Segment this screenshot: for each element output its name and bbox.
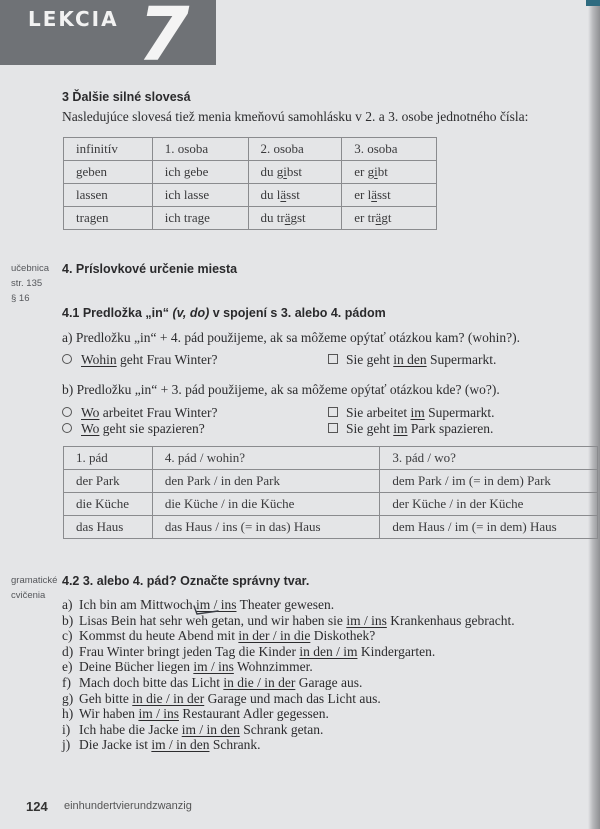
choice-option[interactable]: im / ins — [346, 612, 387, 628]
choice-option[interactable]: in der / in die — [238, 628, 311, 644]
table-header-row — [64, 138, 437, 161]
choice-option[interactable]: in die / in der — [132, 690, 205, 706]
page-edge-shadow — [588, 0, 600, 829]
table-header-row — [64, 447, 598, 470]
exercise-item: i) Ich habe die Jacke im / in den Schrank getan. — [62, 721, 324, 737]
table-header-cell: 3. pád / wo? — [380, 447, 598, 470]
margin-note-exercises: gramatické cvičenia — [11, 575, 58, 601]
strong-verbs-table — [63, 137, 437, 230]
table-header-cell: 3. osoba — [342, 138, 437, 161]
circle-icon — [62, 423, 72, 433]
page-edge-tab — [586, 0, 600, 6]
exercise-item: d) Frau Winter bringt jeden Tag die Kinder in den / im Kindergarten. — [62, 643, 436, 659]
section-3-intro: Nasledujúce slovesá tiež menia kmeňovú samohlásku v 2. a 3. osobe jednotného čísla: — [62, 109, 529, 124]
table-cell: die Küche / in die Küche — [152, 493, 380, 516]
circle-icon — [62, 407, 72, 417]
table-cell: lassen — [64, 184, 153, 207]
rule-a: a) Predložku „in“ + 4. pád použijeme, ak sa môžeme opýtať otázkou kam? (wohin?). — [62, 330, 520, 345]
choice-option[interactable]: in den / im — [299, 643, 358, 659]
table-row — [64, 516, 598, 539]
choice-option[interactable]: im / ins — [193, 659, 234, 675]
example-answer: Sie arbeitet im Supermarkt. — [328, 405, 495, 421]
vowel-change: ä — [375, 210, 382, 225]
table-cell: dem Haus / im (= in dem) Haus — [380, 516, 598, 539]
choice-option[interactable]: im / in den — [151, 737, 210, 753]
exercise-item: j) Die Jacke ist im / in den Schrank. — [62, 737, 261, 753]
table-cell: du lässt — [248, 184, 342, 207]
table-header-cell: 1. pád — [64, 447, 153, 470]
table-cell: er trägt — [342, 207, 437, 230]
exercise-item: h) Wir haben im / ins Restaurant Adler gegessen. — [62, 706, 329, 722]
table-cell: der Küche / in der Küche — [380, 493, 598, 516]
cases-table — [63, 446, 598, 539]
lesson-header — [0, 0, 216, 78]
table-header-cell: 1. osoba — [152, 138, 248, 161]
vowel-change: ä — [284, 210, 291, 225]
table-cell: du trägst — [248, 207, 342, 230]
page-number-word: einhundertvierundzwanzig — [64, 800, 192, 812]
exercise-item: b) Lisas Bein hat sehr weh getan, und wir haben sie im / ins Krankenhaus gebracht. — [62, 612, 515, 628]
choice-option[interactable]: im / ins — [195, 597, 237, 612]
square-icon — [328, 407, 338, 417]
table-cell: die Küche — [64, 493, 153, 516]
table-cell: du gibst — [248, 161, 342, 184]
vowel-change: i — [283, 164, 287, 179]
lesson-label: LEKCIA — [28, 7, 119, 31]
handwritten-mark — [192, 604, 222, 618]
table-row — [64, 161, 437, 184]
example-question: Wohin geht Frau Winter? — [62, 352, 217, 368]
vowel-change: ä — [371, 187, 377, 202]
exercise-item: f) Mach doch bitte das Licht in die / in der Garage aus. — [62, 674, 363, 690]
table-cell: er lässt — [342, 184, 437, 207]
table-cell: ich trage — [152, 207, 248, 230]
section-4-1-heading: 4.1 Predložka „in“ (v, do) v spojení s 3. alebo 4. pádom — [62, 306, 386, 320]
choice-option[interactable]: im / ins — [138, 706, 179, 722]
table-cell: der Park — [64, 470, 153, 493]
exercise-item: c) Kommst du heute Abend mit in der / in die Diskothek? — [62, 628, 376, 644]
table-cell: geben — [64, 161, 153, 184]
lesson-number: 7 — [138, 0, 190, 78]
section-3-heading: 3 Ďalšie silné slovesá — [62, 90, 191, 104]
section-4-heading: 4. Príslovkové určenie miesta — [62, 262, 238, 276]
table-cell: das Haus / ins (= in das) Haus — [152, 516, 380, 539]
exercise-item: e) Deine Bücher liegen im / ins Wohnzimmer. — [62, 659, 313, 675]
table-row — [64, 207, 437, 230]
square-icon — [328, 423, 338, 433]
table-row — [64, 470, 598, 493]
square-icon — [328, 354, 338, 364]
table-cell: den Park / in den Park — [152, 470, 380, 493]
table-cell: ich lasse — [152, 184, 248, 207]
table-row — [64, 493, 598, 516]
choice-option[interactable]: im / in den — [181, 721, 240, 737]
margin-note-textbook: učebnica str. 135 § 16 — [11, 263, 50, 304]
example-answer: Sie geht im Park spazieren. — [328, 421, 493, 437]
exercise-item: a) Ich bin am Mittwoch im / ins Theater gewesen. — [62, 597, 335, 612]
exercise-list — [62, 597, 515, 753]
section-4-2-heading: 4.2 3. alebo 4. pád? Označte správny tvar. — [62, 574, 310, 588]
table-header-cell: 4. pád / wohin? — [152, 447, 380, 470]
table-header-cell: 2. osoba — [248, 138, 342, 161]
exercise-item: g) Geh bitte in die / in der Garage und mach das Licht aus. — [62, 690, 381, 706]
vowel-change: ä — [280, 187, 287, 202]
example-question: Wo arbeitet Frau Winter? — [62, 405, 217, 421]
rule-b: b) Predložku „in“ + 3. pád použijeme, ak sa môžeme opýtať otázkou kde? (wo?). — [62, 382, 500, 397]
example-question: Wo geht sie spazieren? — [62, 421, 205, 437]
choice-option[interactable]: in die / in der — [223, 674, 296, 690]
page-number: 124 — [26, 799, 48, 814]
table-cell: ich gebe — [152, 161, 248, 184]
table-row — [64, 184, 437, 207]
table-header-cell: infinitív — [64, 138, 153, 161]
table-cell: tragen — [64, 207, 153, 230]
table-cell: er gibt — [342, 161, 437, 184]
vowel-change: i — [374, 164, 378, 179]
table-cell: das Haus — [64, 516, 153, 539]
circle-icon — [62, 354, 72, 364]
table-cell: dem Park / im (= in dem) Park — [380, 470, 598, 493]
example-answer: Sie geht in den Supermarkt. — [328, 352, 496, 368]
